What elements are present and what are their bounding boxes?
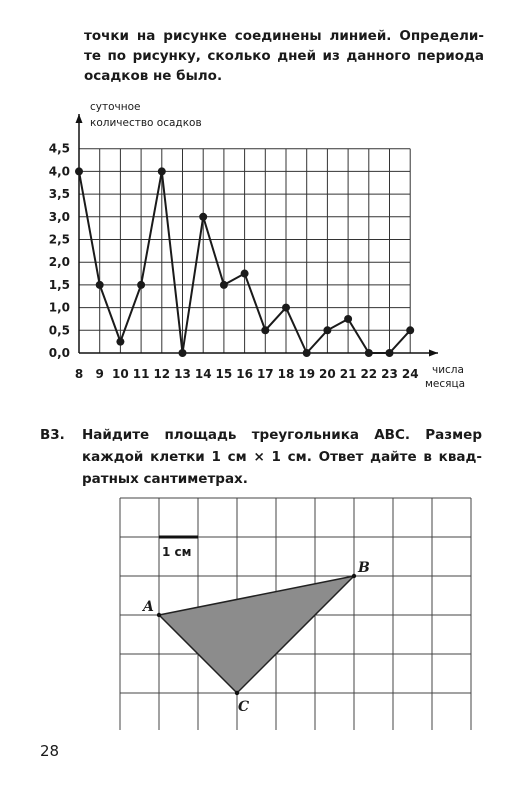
task-number: B3. xyxy=(40,427,65,443)
x-tick-label: 8 xyxy=(74,367,84,381)
y-tick-label: 3,0 xyxy=(48,209,70,224)
data-point xyxy=(158,167,166,175)
page-number: 28 xyxy=(40,742,60,760)
x-axis-arrow xyxy=(429,350,438,357)
intro-line: точки на рисунке соединены линией. Определи- xyxy=(84,28,484,44)
x-tick-label: 23 xyxy=(381,367,398,381)
data-point xyxy=(179,349,187,357)
x-tick-label: 22 xyxy=(360,367,378,381)
data-point xyxy=(116,338,124,346)
data-point xyxy=(75,167,83,175)
y-axis-label: суточное xyxy=(90,101,141,113)
y-tick-label: 2,5 xyxy=(48,232,70,247)
vertex-label: B xyxy=(358,560,370,576)
x-tick-label: 10 xyxy=(112,367,129,381)
x-tick-label: 24 xyxy=(401,367,419,381)
data-point xyxy=(406,326,414,334)
x-tick-label: 21 xyxy=(339,367,357,381)
x-tick-label: 18 xyxy=(277,367,295,381)
data-point xyxy=(323,326,331,334)
intro-line: те по рисунку, сколько дней из данного периода xyxy=(84,48,484,64)
data-point xyxy=(96,281,104,289)
y-axis-label: количество осадков xyxy=(90,117,202,129)
y-tick-label: 3,5 xyxy=(48,187,70,202)
x-tick-label: 11 xyxy=(132,367,150,381)
y-tick-label: 0,5 xyxy=(48,323,70,338)
data-point xyxy=(137,281,145,289)
data-point xyxy=(199,213,207,221)
y-tick-label: 0,0 xyxy=(48,346,70,360)
x-axis-label: числа xyxy=(432,364,464,376)
data-point xyxy=(261,326,269,334)
x-tick-label: 9 xyxy=(95,367,104,381)
vertex-point xyxy=(235,691,239,695)
x-tick-label: 12 xyxy=(153,367,171,381)
vertex-point xyxy=(352,574,356,578)
x-tick-label: 15 xyxy=(215,367,233,381)
vertex-label: C xyxy=(238,699,250,715)
data-point xyxy=(303,349,311,357)
vertex-label: A xyxy=(143,599,154,615)
y-tick-label: 2,0 xyxy=(48,255,70,270)
task-line: каждой клетки 1 см × 1 см. Ответ дайте в квад- xyxy=(82,449,482,465)
intro-paragraph xyxy=(84,26,484,86)
y-tick-label: 1,0 xyxy=(48,300,70,315)
y-tick-label: 1,5 xyxy=(48,277,70,292)
x-tick-label: 17 xyxy=(256,367,274,381)
task-line: Найдите площадь треугольника ABC. Размер xyxy=(82,427,482,443)
x-tick-label: 13 xyxy=(174,367,191,381)
y-axis-arrow xyxy=(76,114,83,123)
data-point xyxy=(365,349,373,357)
x-axis-label: месяца xyxy=(425,378,466,390)
data-point xyxy=(241,270,249,278)
data-point xyxy=(344,315,352,323)
intro-line: осадков не было. xyxy=(84,68,223,84)
data-point xyxy=(386,349,394,357)
vertex-point xyxy=(157,613,161,617)
task-line: ратных сантиметрах. xyxy=(82,471,248,487)
precipitation-chart xyxy=(0,100,515,400)
x-tick-label: 16 xyxy=(236,367,253,381)
y-tick-label: 4,0 xyxy=(48,164,70,179)
y-tick-label: 4,5 xyxy=(48,141,70,156)
triangle-figure xyxy=(0,490,515,730)
task-text xyxy=(82,424,482,490)
data-point xyxy=(282,304,290,312)
x-tick-label: 14 xyxy=(194,367,212,381)
x-tick-label: 20 xyxy=(319,367,336,381)
x-tick-label: 19 xyxy=(298,367,316,381)
triangle-abc xyxy=(159,576,354,693)
scale-label: 1 см xyxy=(162,545,192,559)
data-point xyxy=(220,281,228,289)
